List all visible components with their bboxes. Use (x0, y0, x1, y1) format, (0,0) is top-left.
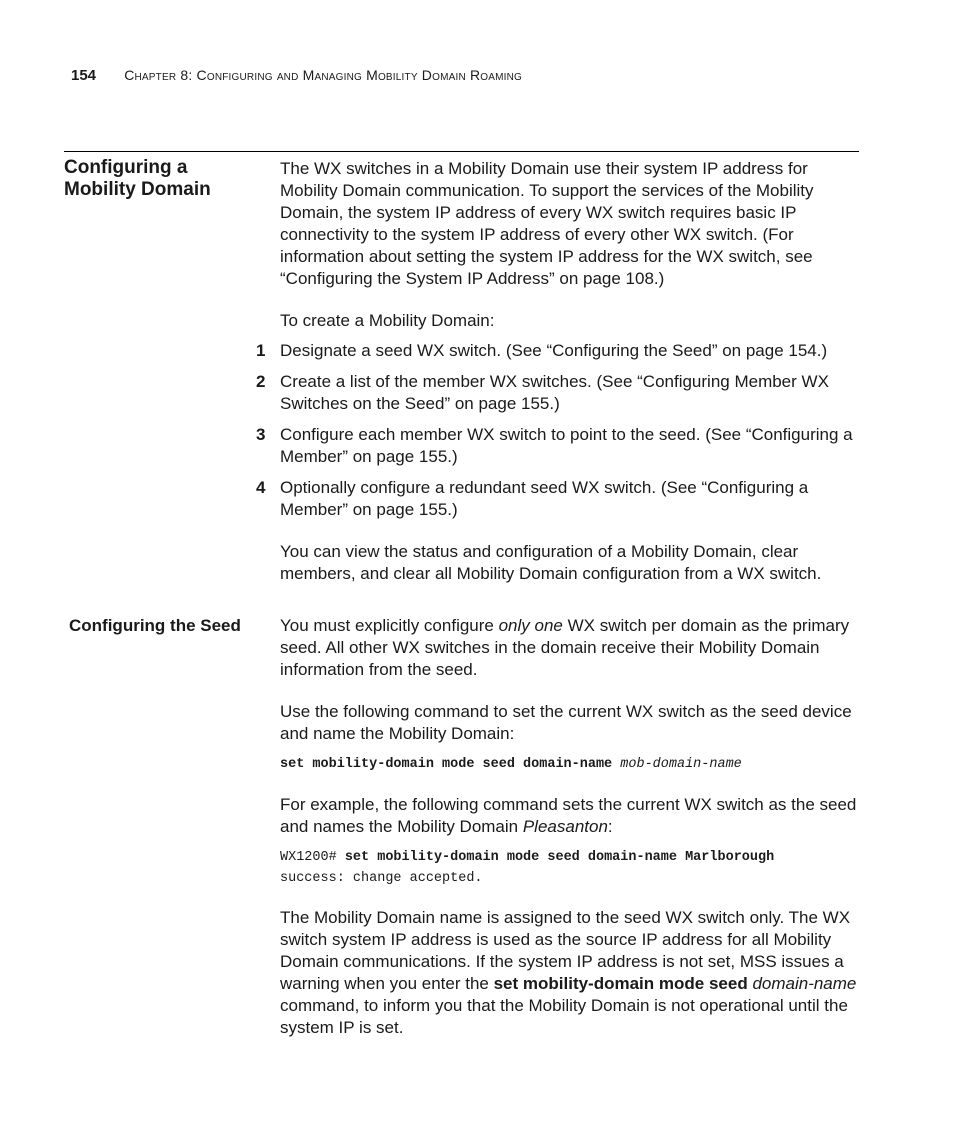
text-run: : (607, 817, 613, 836)
example-command-line (280, 847, 774, 868)
command-example (280, 847, 774, 889)
emphasis: Pleasanton (522, 817, 608, 836)
heading-line: Mobility Domain (64, 179, 211, 200)
paragraph (280, 794, 865, 838)
text-run: WX switch per domain as the primary seed. All other WX switches in the domain receive their Mobility Domain information from the seed. (280, 616, 850, 679)
text-run: You must explicitly configure (280, 616, 499, 635)
text-run: For example, the following command sets the current WX switch as the seed and names the Mobility Domain (280, 795, 857, 836)
step-text: Optionally configure a redundant seed WX switch. (See “Configuring a Member” on page 155.) (280, 478, 809, 519)
paragraph (280, 907, 865, 1039)
step-text: Designate a seed WX switch. (See “Configuring the Seed” on page 154.) (280, 341, 828, 360)
step-number: 1 (256, 341, 266, 360)
command-syntax (280, 754, 742, 775)
emphasis: only one (498, 616, 563, 635)
heading-line: Configuring a (64, 157, 188, 178)
paragraph: You can view the status and configuration of a Mobility Domain, clear members, and clear all Mobility Domain configuration from a WX switch. (280, 542, 822, 583)
command-keyword: set mobility-domain mode seed domain-name (280, 757, 613, 772)
step-text: Create a list of the member WX switches. (See “Configuring Member WX Switches on the Seed” on page 155.) (280, 372, 829, 413)
step-number: 2 (256, 372, 266, 391)
section-heading-mobility-domain (64, 157, 211, 201)
paragraph (280, 615, 865, 681)
step-text: Configure each member WX switch to point to the seed. (See “Configuring a Member” on page 155.) (280, 425, 853, 466)
chapter-title: Chapter 8: Configuring and Managing Mobility Domain Roaming (124, 67, 523, 83)
section-divider (64, 151, 859, 152)
emphasis: domain-name (752, 974, 857, 993)
cli-prompt: WX1200# (280, 850, 337, 865)
cli-output: success: change accepted. (280, 871, 483, 886)
cli-command: set mobility-domain mode seed domain-name Marlborough (344, 850, 775, 865)
text-run: command, to inform you that the Mobility Domain is not operational until the system IP is set. (280, 996, 848, 1037)
paragraph: The WX switches in a Mobility Domain use their system IP address for Mobility Domain communication. To support the services of the Mobility Domain, the system IP address of every WX switch requires basic IP connectivity to the system IP address of every other WX switch. (For information about setting the system IP address for the WX switch, see “Configuring the System IP Address” on page 108.) (280, 159, 814, 288)
strong-text: set mobility-domain mode seed (493, 974, 748, 993)
section-heading-seed: Configuring the Seed (69, 616, 241, 635)
command-argument: mob-domain-name (620, 757, 742, 772)
paragraph: To create a Mobility Domain: (280, 311, 495, 330)
text-run: The Mobility Domain name is assigned to the seed WX switch only. The WX switch system IP address is used as the source IP address for all Mobility Domain communications. If the system IP address is not set, MSS issues a warning when you enter the (280, 908, 851, 993)
page-header (71, 67, 522, 84)
step-number: 4 (256, 478, 266, 497)
step-number: 3 (256, 425, 266, 444)
paragraph: Use the following command to set the current WX switch as the seed device and name the Mobility Domain: (280, 702, 852, 743)
page-number: 154 (71, 67, 97, 84)
